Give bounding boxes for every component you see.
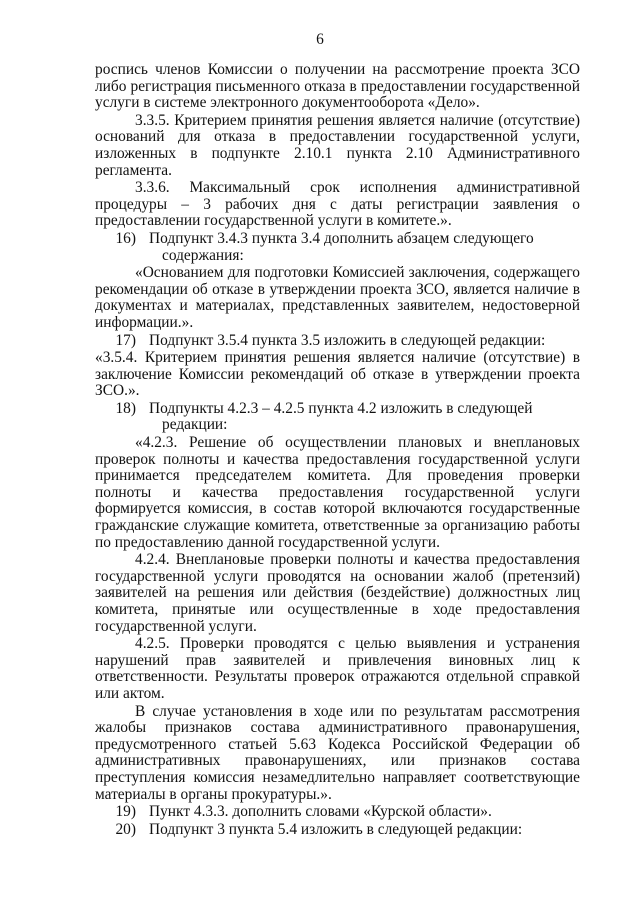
numbered-item [95,804,580,821]
document-body [95,62,580,839]
paragraph: 3.3.5. Критерием принятия решения является наличие (отсутствие) оснований для отказа в предоставлении государственной услуги, изложенных в подпункте 2.10.1 пункта 2.10 Административного регламента. [95,111,580,179]
item-number: 20) [115,820,136,838]
page-number: 6 [316,31,324,48]
item-text-continuation: редакции: [162,416,228,434]
item-text-first: Подпункт 3 пункта 5.4 изложить в следующей редакции: [149,820,523,838]
item-text [149,333,580,350]
item-text [149,401,580,434]
item-number: 16) [115,229,136,247]
numbered-item [95,231,580,264]
item-text-continuation: содержания: [162,246,244,264]
paragraph: «4.2.3. Решение об осуществлении плановых и внеплановых проверок полноты и качества предоставления государственной услуги принимается председателем комитета. Для проведения проверки полноты и качества предоставления государственной услуги формируется комиссия, в состав которой включаются государственные гражданские служащие комитета, ответственные за организацию работы по предоставлению данной государственной услуги. [95,434,580,551]
item-text [149,822,580,839]
paragraph-gap [95,838,580,839]
item-text-first: Пункт 4.3.3. дополнить словами «Курской области». [149,803,492,821]
item-text-first: Подпункт 3.4.3 пункта 3.4 дополнить абзацем следующего [149,229,534,247]
item-number: 17) [115,331,136,349]
paragraph: 4.2.4. Внеплановые проверки полноты и качества предоставления государственной услуги проводятся на основании жалоб (претензий) заявителей на решения или действия (бездействие) должностных лиц комитета, принятые или осуществленные в ходе предоставления государственной услуги. [95,551,580,635]
item-number: 19) [115,803,136,821]
item-text [149,804,580,821]
paragraph: 4.2.5. Проверки проводятся с целью выявления и устранения нарушений прав заявителей и привлечения виновных лиц к ответственности. Результаты проверок отражаются отдельной справкой или актом. [95,635,580,702]
paragraph: В случае установления в ходе или по результатам рассмотрения жалобы признаков состава административного правонарушения, предусмотренного статьей 5.63 Кодекса Российской Федерации об административных правонарушениях, или признаков состава преступления комиссия незамедлительно направляет соответствующие материалы в органы прокуратуры.». [95,702,580,803]
paragraph: роспись членов Комиссии о получении на рассмотрение проекта ЗСО либо регистрация письменного отказа в предоставлении государственной услуги в системе электронного документооборота «Дело». [95,61,580,112]
paragraph: «Основанием для подготовки Комиссией заключения, содержащего рекомендации об отказе в утверждении проекта ЗСО, является наличие в документах и материалах, представленных заявителем, недостоверной информации.». [95,264,580,331]
numbered-item [95,333,580,350]
item-text-first: Подпункты 4.2.3 – 4.2.5 пункта 4.2 изложить в следующей [149,399,533,417]
paragraph: 3.3.6. Максимальный срок исполнения административной процедуры – 3 рабочих дня с даты регистрации заявления о предоставлении государственной услуги в комитете.». [95,179,580,230]
numbered-item [95,822,580,839]
item-number: 18) [115,399,136,417]
item-text-first: Подпункт 3.5.4 пункта 3.5 изложить в следующей редакции: [149,331,546,349]
numbered-item [95,401,580,434]
paragraph: «3.5.4. Критерием принятия решения является наличие (отсутствие) в заключение Комиссии рекомендаций об отказе в утверждении проекта ЗСО.». [95,349,580,400]
item-text [149,231,580,264]
